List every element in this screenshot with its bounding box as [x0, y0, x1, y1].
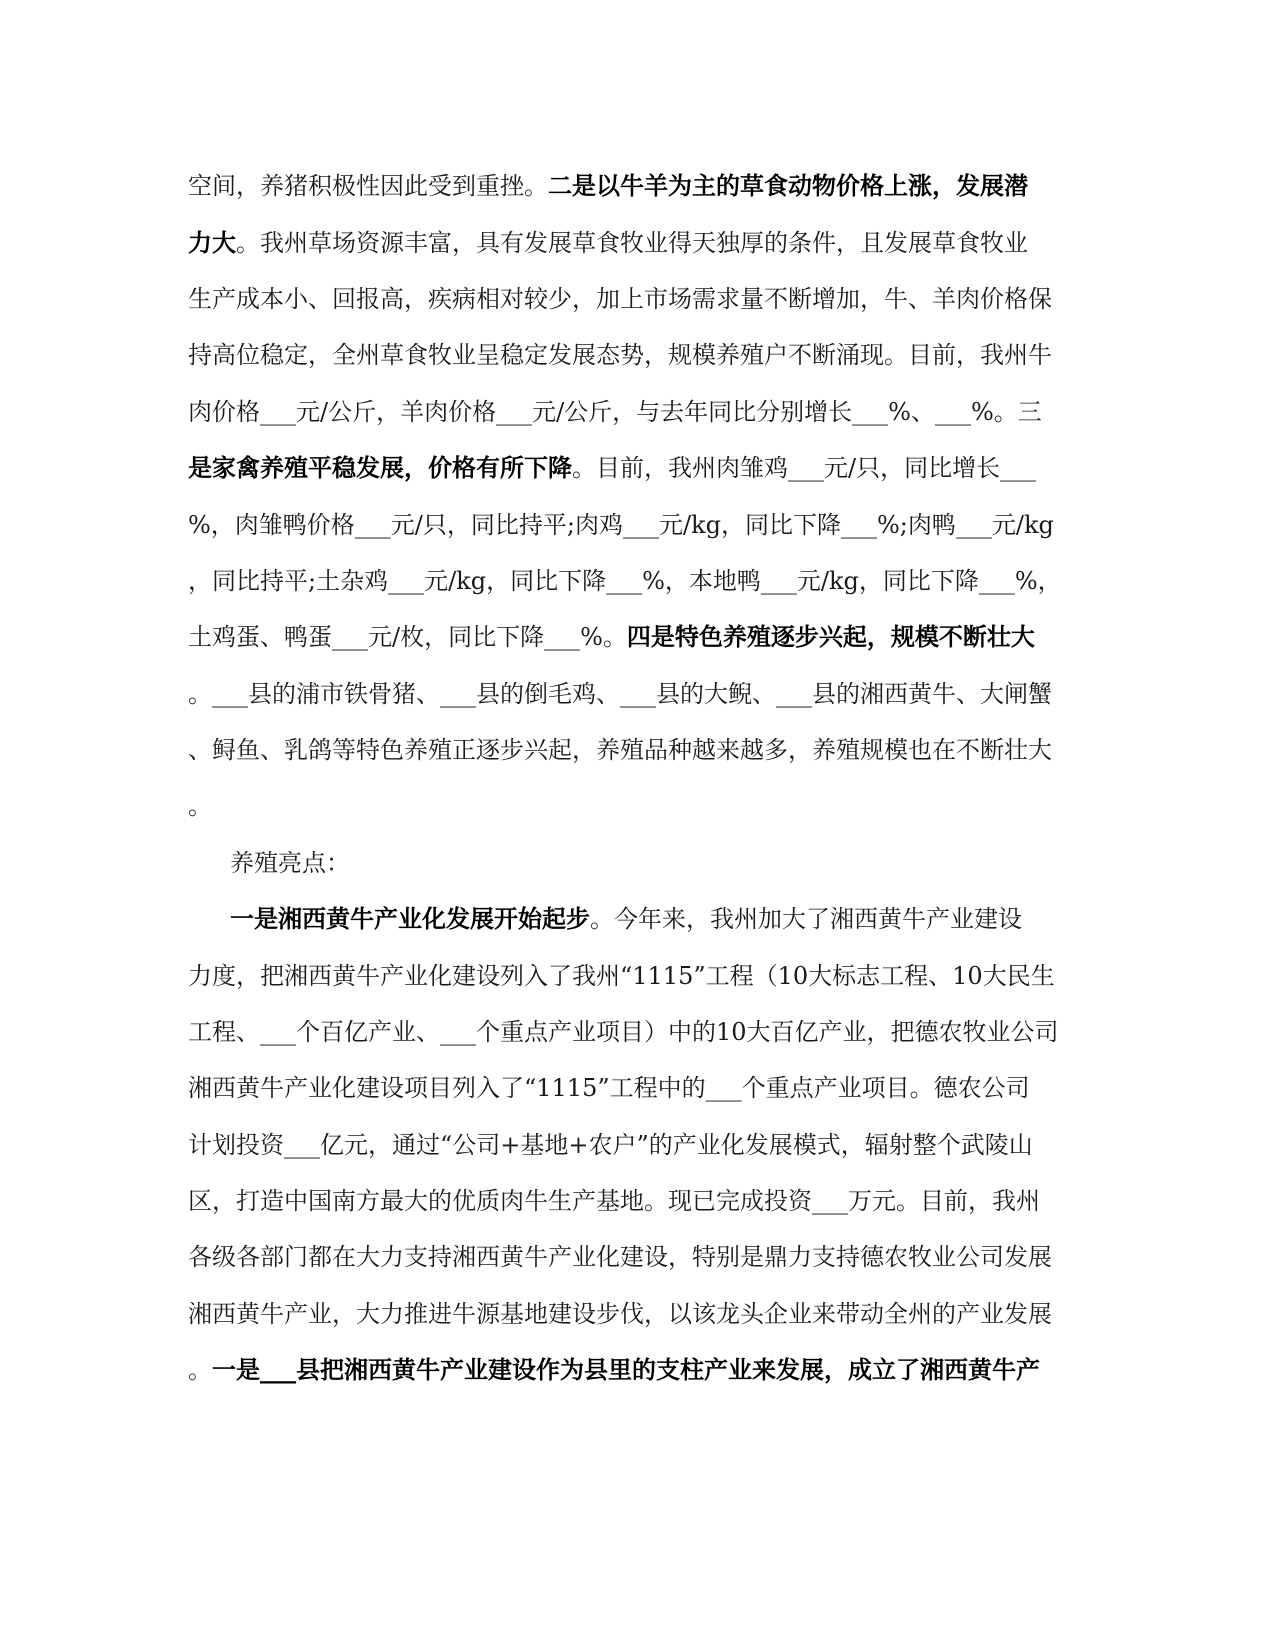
- text-run: 、鲟鱼、乳鸽等特色养殖正逐步兴起，养殖品种越来越多，养殖规模也在不断壮大: [188, 736, 1052, 764]
- text-run: 空间，养猪积极性因此受到重挫。: [188, 172, 548, 200]
- text-run: 力度，把湘西黄牛产业化建设列入了我州“1115”工程（10大标志工程、10大民生: [188, 962, 1055, 990]
- text-run: 。___县的浦市铁骨猪、___县的倒毛鸡、___县的大鲵、___县的湘西黄牛、大闸蟹: [188, 680, 1052, 708]
- bold-text-run: 一是湘西黄牛产业化发展开始起步: [230, 904, 590, 933]
- text-line: [188, 1242, 1088, 1272]
- text-line: [188, 679, 1088, 709]
- bold-text-run: 四是特色养殖逐步兴起，规模不断壮大: [626, 622, 1035, 651]
- bold-text-run: 二是以牛羊为主的草食动物价格上涨，发展潜: [548, 171, 1028, 200]
- text-run: 湘西黄牛产业化建设项目列入了“1115”工程中的___个重点产业项目。德农公司: [188, 1074, 1030, 1102]
- text-line: [188, 284, 1088, 314]
- text-line: [188, 566, 1088, 596]
- text-line: [188, 1299, 1088, 1329]
- text-line: [188, 171, 1088, 201]
- text-run: 各级各部门都在大力支持湘西黄牛产业化建设，特别是鼎力支持德农牧业公司发展: [188, 1243, 1052, 1271]
- text-run: 土鸡蛋、鸭蛋___元/枚，同比下降___%。: [188, 623, 627, 651]
- text-run: 生产成本小、回报高，疾病相对较少，加上市场需求量不断增加，牛、羊肉价格保: [188, 285, 1052, 313]
- text-run: 。: [188, 1356, 212, 1384]
- text-line: [188, 510, 1088, 540]
- text-line: [188, 397, 1088, 427]
- text-line: [188, 1355, 1088, 1385]
- text-run: 肉价格___元/公斤，羊肉价格___元/公斤，与去年同比分别增长___%、___%。三: [188, 398, 1042, 426]
- bold-text-run: 一是___县把湘西黄牛产业建设作为县里的支柱产业来发展，成立了湘西黄牛产: [212, 1355, 1040, 1384]
- text-line: [188, 791, 1088, 821]
- text-run: 。目前，我州肉雏鸡___元/只，同比增长___: [572, 454, 1037, 482]
- text-line: [188, 228, 1088, 258]
- text-line: [188, 961, 1088, 991]
- text-run: 。我州草场资源丰富，具有发展草食牧业得天独厚的条件，且发展草食牧业: [236, 229, 1028, 257]
- text-run: 区，打造中国南方最大的优质肉牛生产基地。现已完成投资___万元。目前，我州: [188, 1187, 1040, 1215]
- text-run: 。今年来，我州加大了湘西黄牛产业建设: [590, 905, 1022, 933]
- text-line: [188, 622, 1088, 652]
- text-run: 计划投资___亿元，通过“公司+基地+农户”的产业化发展模式，辐射整个武陵山: [188, 1131, 1033, 1159]
- section-heading: [230, 848, 1130, 878]
- text-run: 养殖亮点：: [230, 849, 350, 877]
- text-line: [188, 1186, 1088, 1216]
- text-line: [188, 1130, 1088, 1160]
- text-line: [188, 453, 1088, 483]
- text-line: [188, 340, 1088, 370]
- text-run: 持高位稳定，全州草食牧业呈稳定发展态势，规模养殖户不断涌现。目前，我州牛: [188, 341, 1052, 369]
- text-line: [188, 735, 1088, 765]
- text-run: %，肉雏鸭价格___元/只，同比持平;肉鸡___元/kg，同比下降___%;肉鸭___元/kg: [188, 511, 1054, 539]
- text-line: [230, 904, 1130, 934]
- bold-text-run: 力大: [188, 228, 236, 257]
- text-line: [188, 1017, 1088, 1047]
- bold-text-run: 是家禽养殖平稳发展，价格有所下降: [188, 453, 572, 482]
- text-run: 。: [188, 792, 212, 820]
- text-run: ，同比持平;土杂鸡___元/kg，同比下降___%，本地鸭___元/kg，同比下降___%，: [188, 567, 1062, 595]
- text-run: 工程、___个百亿产业、___个重点产业项目）中的10大百亿产业，把德农牧业公司: [188, 1018, 1059, 1046]
- text-run: 湘西黄牛产业，大力推进牛源基地建设步伐，以该龙头企业来带动全州的产业发展: [188, 1300, 1052, 1328]
- text-line: [188, 1073, 1088, 1103]
